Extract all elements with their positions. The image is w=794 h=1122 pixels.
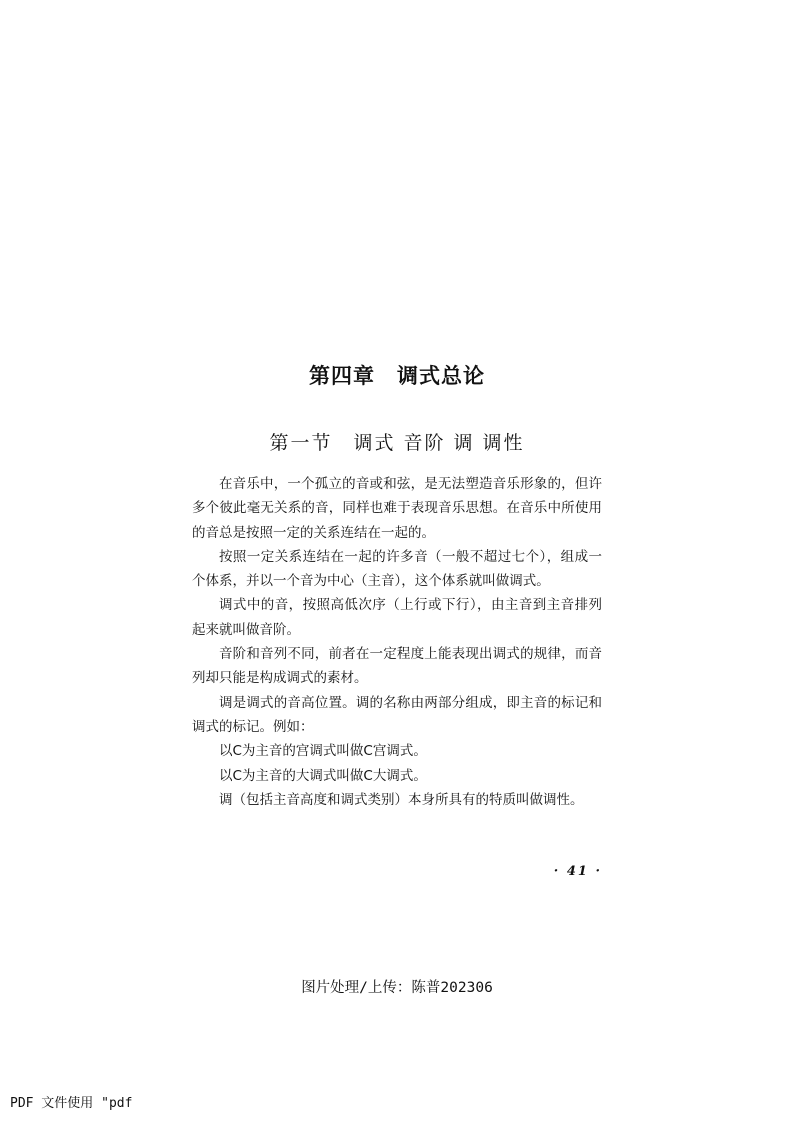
paragraph: 调（包括主音高度和调式类别）本身所具有的特质叫做调性。: [219, 791, 584, 808]
upload-credit: 图片处理/上传：陈普202306: [301, 980, 493, 996]
paragraph: 在音乐中，一个孤立的音或和弦，是无法塑造音乐形象的，但许多个彼此毫无关系的音，同样也难于表现音乐思想。在音乐中所使用的音总是按照一定的关系连结在一起的。: [192, 476, 602, 541]
example-line: 以C为主音的宫调式叫做C宫调式。: [219, 743, 427, 760]
paragraph: 按照一定关系连结在一起的许多音（一般不超过七个），组成一个体系，并以一个音为中心（主音），这个体系就叫做调式。: [192, 548, 602, 590]
paragraph: 调式中的音，按照高低次序（上行或下行），由主音到主音排列起来就叫做音阶。: [192, 597, 602, 638]
example-line: 以C为主音的大调式叫做C大调式。: [219, 767, 427, 784]
page-number: · 41 ·: [553, 864, 602, 879]
paragraph: 调是调式的音高位置。调的名称由两部分组成，即主音的标记和调式的标记。例如：: [192, 694, 602, 735]
paragraph: 音阶和音列不同，前者在一定程度上能表现出调式的规律，而音列却只能是构成调式的素材。: [192, 646, 602, 687]
footer-label: PDF 文件使用 "pdf: [10, 1096, 133, 1111]
chapter-title: 第四章 调式总论: [309, 364, 485, 388]
section-title: 第一节 调式 音阶 调 调性: [269, 432, 525, 454]
body-text: [192, 472, 602, 812]
